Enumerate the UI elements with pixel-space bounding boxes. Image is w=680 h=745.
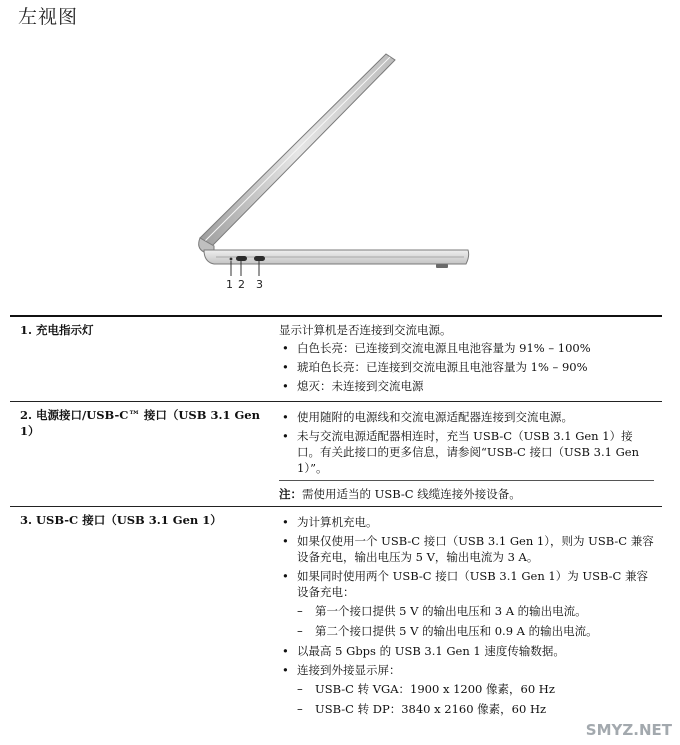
list-item: • 以最高 5 Gbps 的 USB 3.1 Gen 1 速度传输数据。 [279,643,654,659]
bullet-list [279,340,654,394]
display-mode-list [297,681,654,717]
callout-label-2: 2 [238,278,245,291]
list-item [279,568,654,639]
page-title: 左视图 [18,6,79,28]
list-item: • 使用随附的电源线和交流电源适配器连接到交流电源。 [279,409,654,425]
table-row [10,316,662,402]
list-item [279,662,654,717]
charging-indicator-light [230,258,233,261]
site-watermark: SMYZ.NET [585,721,672,739]
sub-list-item: – USB-C 转 VGA：1900 x 1200 像素，60 Hz [297,681,654,697]
callout-label-3: 3 [256,278,263,291]
power-usb-c-connector [236,256,247,261]
list-item-text: 连接到外接显示屏： [297,663,401,677]
table-row [10,402,662,507]
bullet-list [279,514,654,717]
port-name-power-usb-c: 2. 电源接口/USB-C™ 接口（USB 3.1 Gen 1） [20,408,260,438]
sub-list-item: – 第二个接口提供 5 V 的输出电压和 0.9 A 的输出电流。 [297,623,654,639]
lid-edge-line [204,57,390,242]
list-item: • 为计算机充电。 [279,514,654,530]
note-label: 注： [279,487,302,501]
list-item: • 熄灭：未连接到交流电源 [279,378,654,394]
callout-label-1: 1 [226,278,233,291]
list-item: • 琥珀色长亮：已连接到交流电源且电池容量为 1% – 90% [279,359,654,375]
port-description [273,402,662,507]
usb-c-connector [254,256,265,261]
note-text: 需使用适当的 USB-C 线缆连接外接设备。 [302,487,521,501]
list-item-text: 如果同时使用两个 USB-C 接口（USB 3.1 Gen 1）为 USB-C 兼容设备充电： [297,569,648,599]
list-item: • 未与交流电源适配器相连时，充当 USB-C（USB 3.1 Gen 1）接口。有关此接口的更多信息，请参阅“USB-C 接口（USB 3.1 Gen 1）”。 [279,428,654,476]
port-spec-table [10,315,662,725]
sub-list-item: – USB-C 转 DP：3840 x 2160 像素，60 Hz [297,701,654,717]
rubber-foot [436,264,448,268]
port-description [273,507,662,726]
port-description [273,316,662,402]
port-name-usb-c: 3. USB-C 接口（USB 3.1 Gen 1） [20,513,222,527]
note [279,480,654,502]
sub-bullet-list [297,603,654,639]
list-item: • 如果仅使用一个 USB-C 接口（USB 3.1 Gen 1），则为 USB-C 兼容设备充电，输出电压为 5 V，输出电流为 3 A。 [279,533,654,565]
table-row [10,507,662,726]
description-intro: 显示计算机是否连接到交流电源。 [279,323,452,337]
port-name-charging-light: 1. 充电指示灯 [20,323,94,337]
bullet-list [279,409,654,476]
laptop-left-side-illustration [0,0,680,300]
list-item: • 白色长亮：已连接到交流电源且电池容量为 91% – 100% [279,340,654,356]
sub-list-item: – 第一个接口提供 5 V 的输出电压和 3 A 的输出电流。 [297,603,654,619]
